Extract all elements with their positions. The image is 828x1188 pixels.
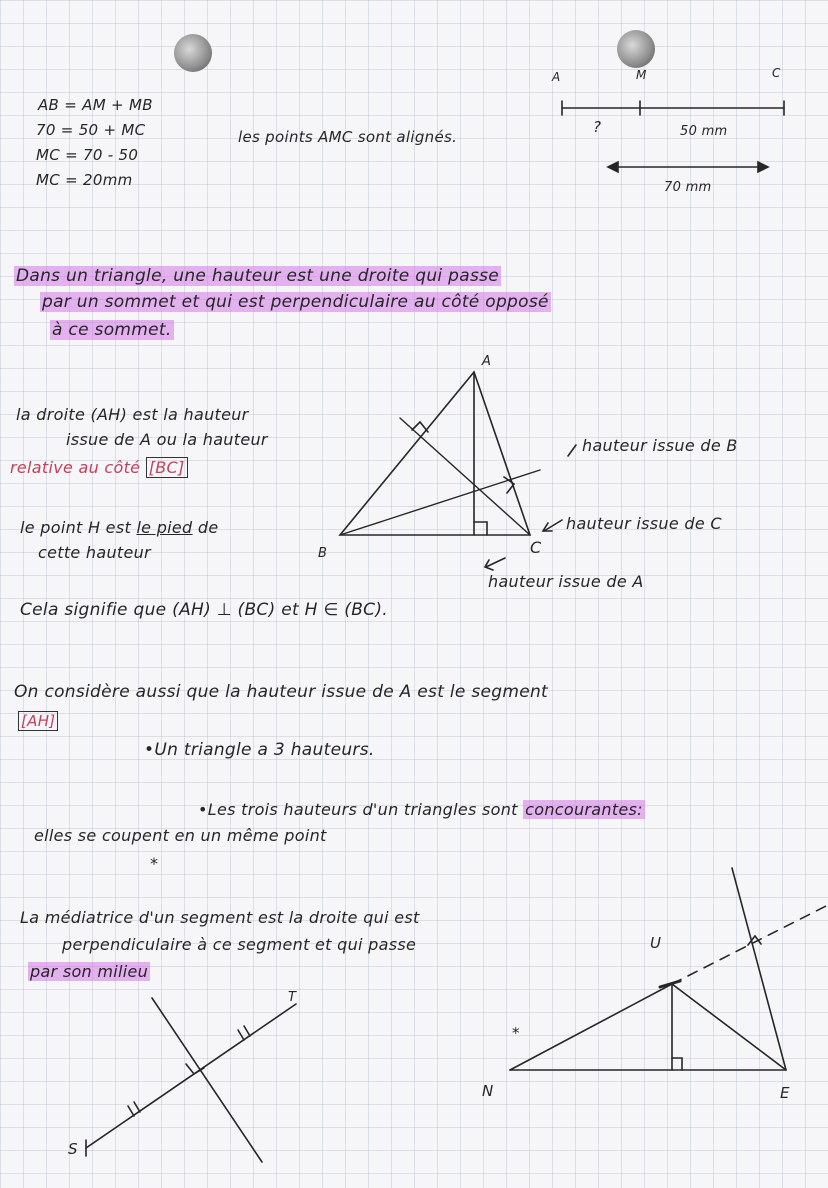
mediatrice-line-2: perpendiculaire à ce segment et qui passe	[62, 935, 417, 954]
droite-note-line-3: relative au côté [BC]	[10, 458, 188, 477]
bullet-concourantes-line-2: elles se coupent en un même point	[34, 826, 327, 845]
mediatrice-triangle-figure	[510, 868, 826, 1070]
considere-box-ah: [AH]	[18, 712, 58, 730]
calc-line-1: AB = AM + MB	[38, 96, 153, 114]
segment-label-m: M	[636, 68, 647, 82]
hauteur-c-label: hauteur issue de C	[566, 514, 722, 533]
pied-underlined: le pied	[136, 518, 193, 537]
hauteur-b-label: hauteur issue de B	[582, 436, 738, 455]
mediatrice-label-t: T	[288, 990, 297, 1005]
aligned-note: les points AMC sont alignés.	[238, 128, 458, 146]
definition-line-2: par un sommet et qui est perpendiculaire au côté opposé	[42, 292, 549, 312]
bullet-three-heights: •Un triangle a 3 hauteurs.	[144, 740, 375, 760]
triangle-altitudes-figure	[340, 372, 576, 570]
calc-line-3: MC = 70 - 50	[36, 146, 139, 164]
mediatrice-label-u: U	[650, 934, 662, 952]
bullet-concourantes: •Les trois hauteurs d'un triangles sont concourantes:	[198, 800, 643, 819]
segment-label-a: A	[552, 70, 561, 84]
triangle-label-c: C	[530, 538, 542, 557]
triangle-label-b: B	[318, 546, 328, 561]
calc-line-2: 70 = 50 + MC	[36, 121, 146, 139]
pied-note-line-2: cette hauteur	[38, 543, 151, 562]
mediatrice-segment-figure	[86, 998, 296, 1162]
concourantes-highlight: concourantes:	[525, 800, 643, 819]
mediatrice-label-s: S	[68, 1140, 78, 1158]
signifie-line: Cela signifie que (AH) ⊥ (BC) et H ∈ (BC).	[20, 600, 388, 620]
definition-line-1: Dans un triangle, une hauteur est une droite qui passe	[16, 266, 500, 286]
segment-length-mc: 50 mm	[680, 124, 728, 139]
pied-note-line-1: le point H est le pied de	[20, 518, 219, 537]
segment-amc-figure	[562, 101, 784, 172]
segment-question-mark: ?	[593, 118, 602, 136]
segment-bc-box: [BC]	[146, 457, 188, 478]
segment-length-total: 70 mm	[664, 180, 712, 195]
calc-line-4: MC = 20mm	[36, 171, 133, 189]
mediatrice-label-n: N	[482, 1082, 494, 1100]
definition-line-3: à ce sommet.	[52, 320, 172, 340]
droite-note-line-1: la droite (AH) est la hauteur	[16, 405, 249, 424]
mediatrice-star: *	[512, 1024, 520, 1042]
droite-note-line-2: issue de A ou la hauteur	[66, 430, 268, 449]
segment-label-c: C	[772, 66, 781, 80]
mediatrice-label-e: E	[780, 1084, 790, 1102]
considere-line: On considère aussi que la hauteur issue de A est le segment	[14, 682, 549, 702]
triangle-label-a: A	[482, 354, 492, 369]
hauteur-a-label: hauteur issue de A	[488, 572, 644, 591]
mediatrice-line-1: La médiatrice d'un segment est la droite qui est	[20, 908, 420, 927]
star-mark: *	[150, 854, 159, 873]
mediatrice-line-3: par son milieu	[30, 962, 149, 981]
